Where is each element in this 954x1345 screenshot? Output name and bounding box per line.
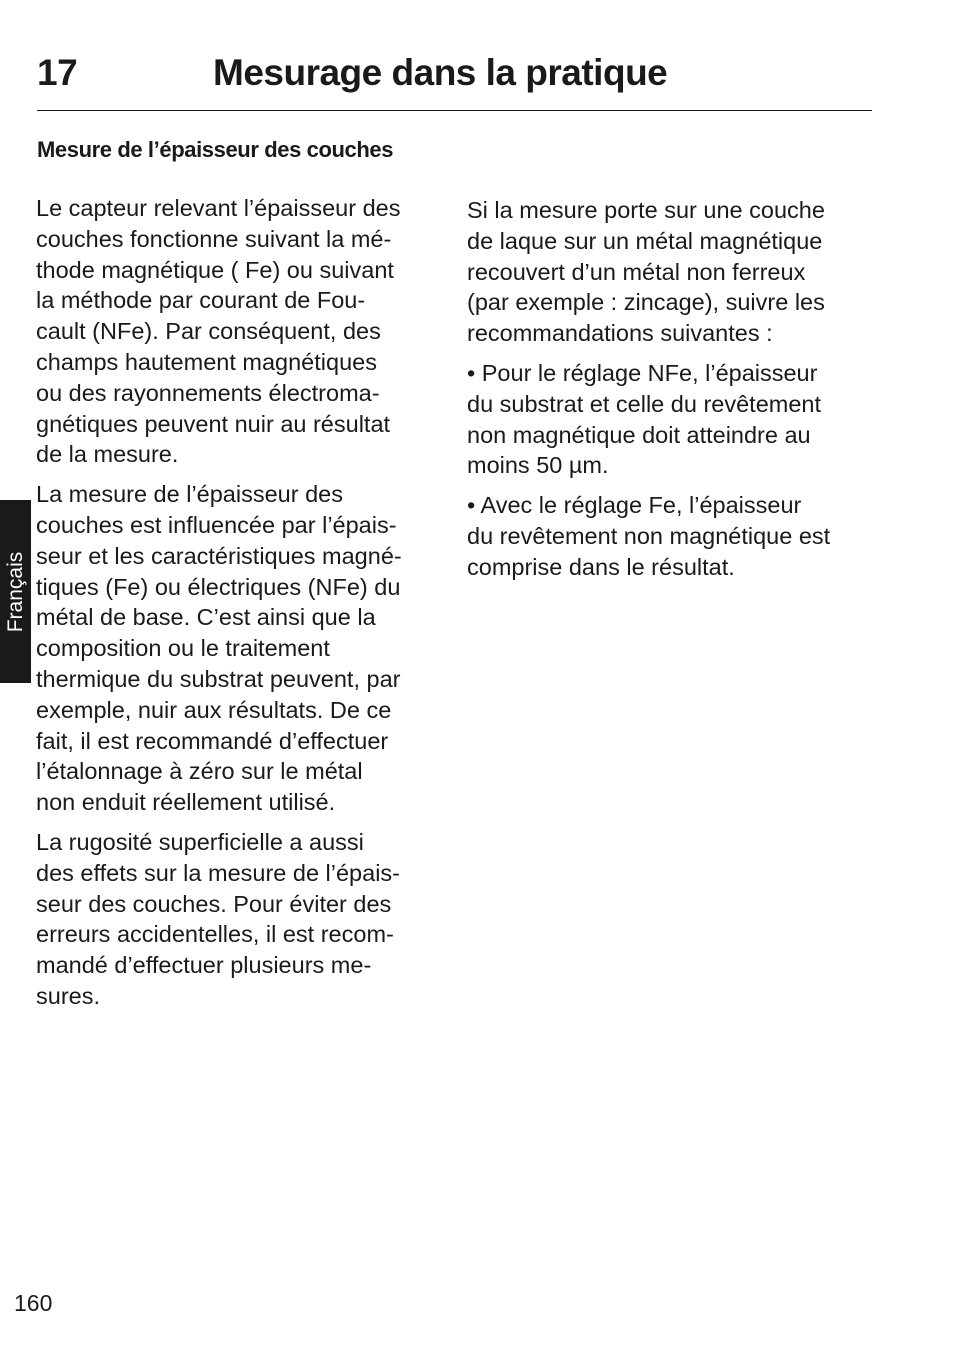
section-heading: Mesure de l’épaisseur des couches [37,137,394,162]
text-line: non enduit réellement utilisé. [36,789,336,816]
bullet-fe-setting [467,490,877,582]
text-line: La mesure de l’épaisseur des [36,481,343,508]
left-column [36,193,446,1021]
text-line: mandé d’effectuer plusieurs me- [36,952,372,979]
text-line: champs hautement magnétiques [36,348,377,375]
paragraph-base-metal [36,479,446,818]
text-line: l’étalonnage à zéro sur le métal [36,758,363,785]
text-line: comprise dans le résultat. [467,553,735,580]
chapter-title: Mesurage dans la pratique [213,52,668,93]
text-line: des effets sur la mesure de l’épais- [36,859,400,886]
text-line: thode magnétique ( Fe) ou suivant [36,256,394,283]
text-line: seur des couches. Pour éviter des [36,890,392,917]
text-line: la méthode par courant de Fou- [36,287,366,314]
text-line: tiques (Fe) ou électriques (NFe) du [36,573,401,600]
text-line: ou des rayonnements électroma- [36,379,380,406]
text-line: exemple, nuir aux résultats. De ce [36,696,392,723]
paragraph-lacquer-intro [467,195,877,349]
language-tab-label: Français [3,551,27,632]
text-line: moins 50 µm. [467,452,609,479]
text-line: Le capteur relevant l’épaisseur des [36,195,401,221]
text-line: recouvert d’un métal non ferreux [467,258,806,285]
paragraph-roughness [36,827,446,1012]
chapter-number: 17 [37,52,78,93]
page-number: 160 [14,1290,53,1316]
text-line: seur et les caractéristiques magné- [36,542,402,569]
text-line: • Pour le réglage NFe, l’épaisseur [467,359,818,386]
text-line: • Avec le réglage Fe, l’épaisseur [467,492,802,519]
text-line: non magnétique doit atteindre au [467,421,811,448]
bullet-nfe-setting [467,358,877,481]
text-line: couches est influencée par l’épais- [36,511,397,538]
paragraph-sensor-method [36,193,446,470]
text-line: cault (NFe). Par conséquent, des [36,318,381,345]
text-line: recommandations suivantes : [467,320,773,347]
text-line: du revêtement non magnétique est [467,522,831,549]
language-tab [0,500,31,683]
text-line: fait, il est recommandé d’effectuer [36,727,389,754]
text-line: du substrat et celle du revêtement [467,390,822,417]
text-line: Si la mesure porte sur une couche [467,197,825,223]
text-line: (par exemple : zincage), suivre les [467,289,825,316]
text-line: gnétiques peuvent nuir au résultat [36,410,391,437]
text-line: thermique du substrat peuvent, par [36,665,401,692]
text-line: couches fonctionne suivant la mé- [36,225,392,252]
text-line: sures. [36,982,100,1009]
text-line: de laque sur un métal magnétique [467,227,823,254]
right-column [467,195,877,592]
text-line: La rugosité superficielle a aussi [36,828,364,855]
text-line: de la mesure. [36,441,179,468]
text-line: métal de base. C’est ainsi que la [36,604,376,631]
text-line: erreurs accidentelles, il est recom- [36,921,394,948]
chapter-header [37,48,872,111]
text-line: composition ou le traitement [36,635,330,662]
